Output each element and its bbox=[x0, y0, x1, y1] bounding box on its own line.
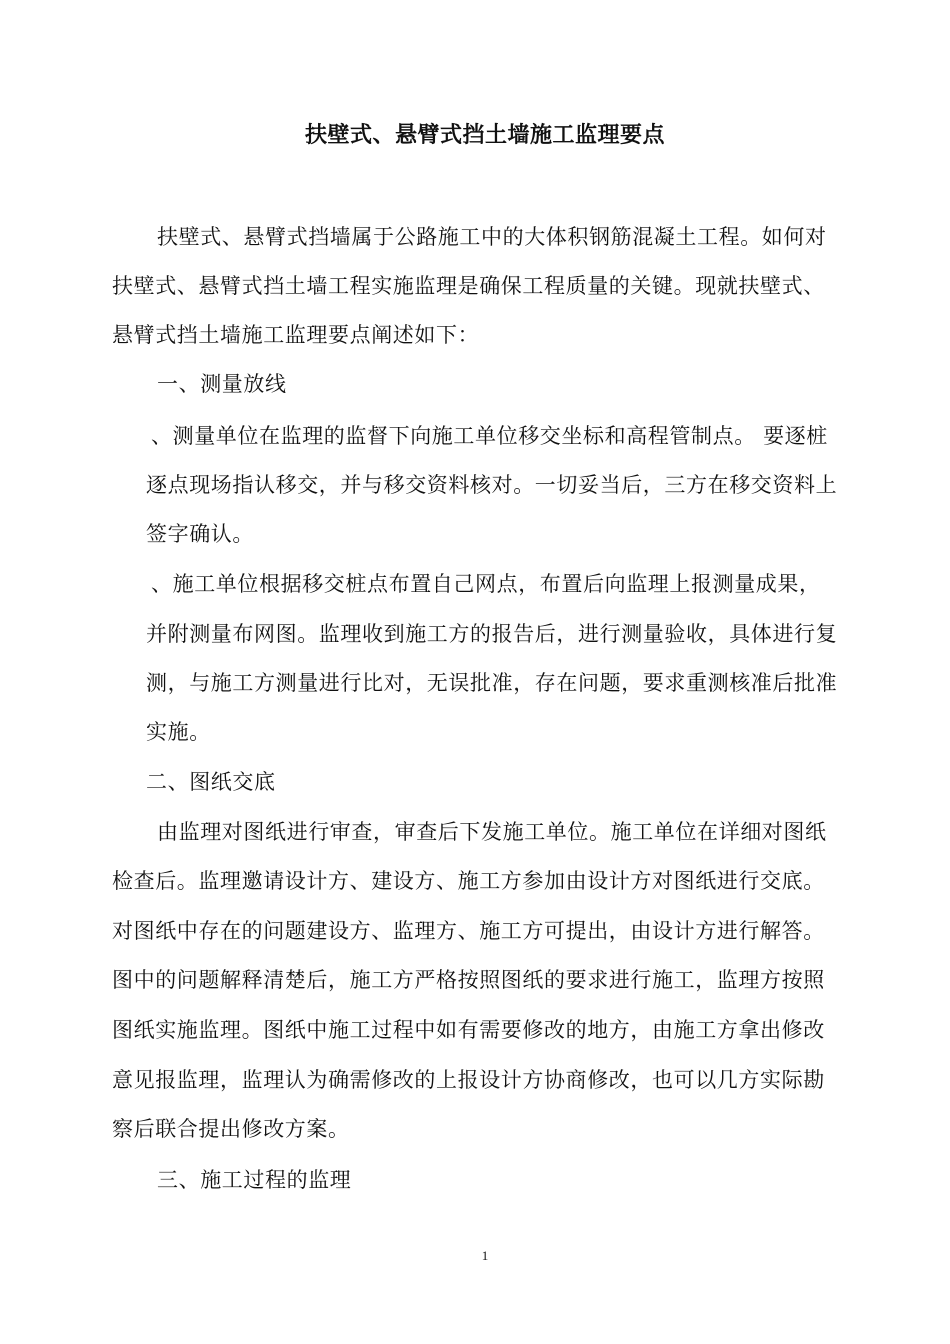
section-3-heading: 三、施工过程的监理 bbox=[157, 1168, 352, 1192]
section-1-heading: 一、测量放线 bbox=[157, 372, 287, 396]
section-1-item-2-line-1: 、施工单位根据移交桩点布置自己网点，布置后向监理上报测量成果， bbox=[151, 572, 821, 596]
page-number: 1 bbox=[481, 1248, 489, 1263]
section-1-item-2-line-2: 并附测量布网图。监理收到施工方的报告后，进行测量验收，具体进行复 bbox=[146, 622, 838, 646]
section-2-line-3: 对图纸中存在的问题建设方、监理方、施工方可提出，由设计方进行解答。 bbox=[112, 919, 825, 943]
intro-line-2: 扶壁式、悬臂式挡土墙工程实施监理是确保工程质量的关键。现就扶壁式、 bbox=[112, 274, 825, 298]
section-2-line-7: 察后联合提出修改方案。 bbox=[112, 1117, 350, 1141]
section-2-line-1: 由监理对图纸进行审查，审查后下发施工单位。施工单位在详细对图纸 bbox=[157, 820, 827, 844]
section-1-item-1-line-1: 、测量单位在监理的监督下向施工单位移交坐标和高程管制点。 要逐桩 bbox=[151, 424, 828, 448]
section-1-item-1-line-3: 签字确认。 bbox=[146, 522, 254, 546]
section-1-item-2-line-3: 测，与施工方测量进行比对，无误批准，存在问题，要求重测核准后批准 bbox=[146, 671, 838, 695]
intro-line-3: 悬臂式挡土墙施工监理要点阐述如下： bbox=[112, 323, 480, 347]
section-2-line-5: 图纸实施监理。图纸中施工过程中如有需要修改的地方，由施工方拿出修改 bbox=[112, 1018, 825, 1042]
document-title: 扶壁式、悬臂式挡土墙施工监理要点 bbox=[304, 123, 665, 148]
intro-line-1: 扶壁式、悬臂式挡墙属于公路施工中的大体积钢筋混凝土工程。如何对 bbox=[157, 225, 827, 249]
section-2-line-2: 检查后。监理邀请设计方、建设方、施工方参加由设计方对图纸进行交底。 bbox=[112, 869, 825, 893]
section-2-line-6: 意见报监理，监理认为确需修改的上报设计方协商修改，也可以几方实际勘 bbox=[112, 1068, 825, 1092]
section-1-item-1-line-2: 逐点现场指认移交，并与移交资料核对。一切妥当后，三方在移交资料上 bbox=[146, 473, 838, 497]
section-1-item-2-line-4: 实施。 bbox=[146, 720, 211, 744]
section-2-heading: 二、图纸交底 bbox=[146, 770, 276, 794]
section-2-line-4: 图中的问题解释清楚后，施工方严格按照图纸的要求进行施工，监理方按照 bbox=[112, 968, 825, 992]
